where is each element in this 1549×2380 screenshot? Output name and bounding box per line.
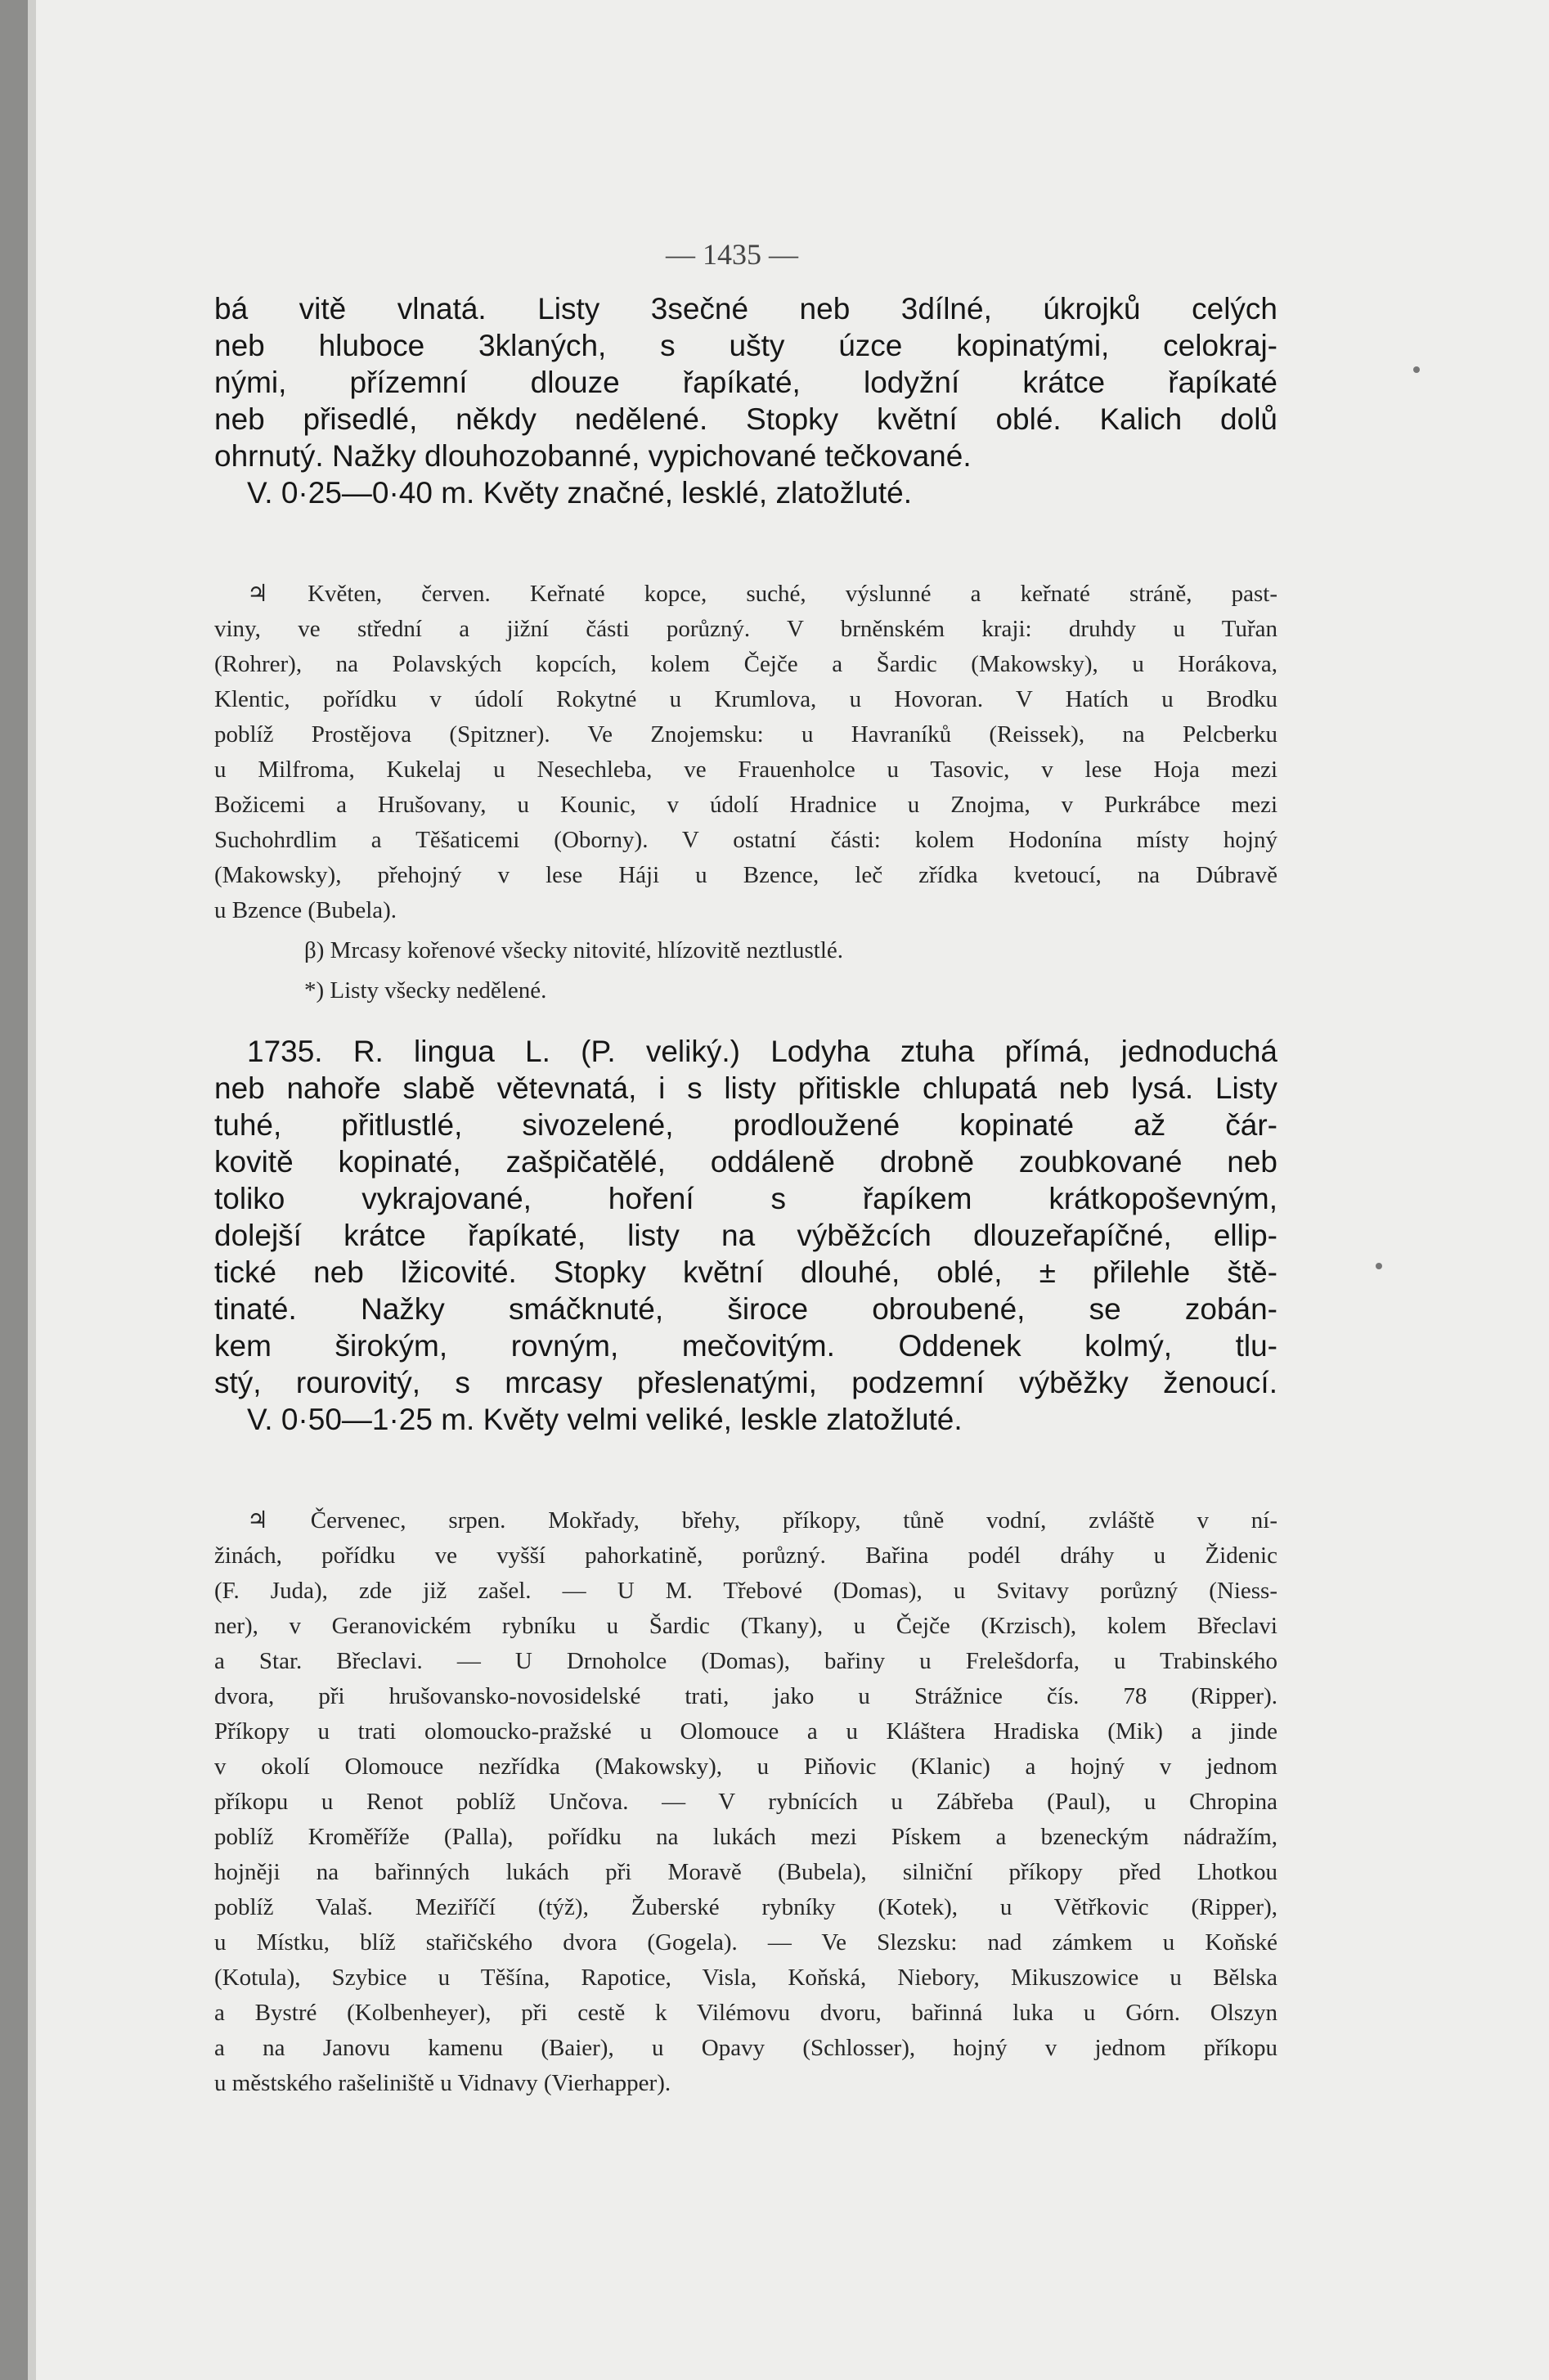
text-line: bá vitě vlnatá. Listy 3sečné neb 3dílné, úkrojků celých [214,292,1277,326]
text-line: tinaté. Nažky smáčknuté, široce obroubené, se zobán- [214,1292,1277,1326]
text-line: Suchohrdlim a Těšaticemi (Oborny). V ostatní části: kolem Hodonína místy hojný [214,827,1277,853]
text-line: u městského rašeliniště u Vidnavy (Vierhapper). [214,2070,671,2096]
text-line: (Kotula), Szybice u Těšína, Rapotice, Visla, Koňská, Niebory, Mikuszowice u Bělska [214,1965,1277,1991]
text-line: Klentic, pořídku v údolí Rokytné u Krumlova, u Hovoran. V Hatích u Brodku [214,686,1277,712]
text-line: poblíž Prostějova (Spitzner). Ve Znojemsku: u Havraníků (Reissek), na Pelcberku [214,721,1277,748]
subgroup-heading: *) Listy všecky nedělené. [304,977,547,1004]
text-line: kovitě kopinaté, zašpičatělé, oddáleně drobně zoubkované neb [214,1145,1277,1179]
locality-block-2 [214,1503,1277,2101]
text-line: neb nahoře slabě větevnatá, i s listy přitiskle chlupatá neb lysá. Listy [214,1071,1277,1105]
text-line: toliko vykrajované, hoření s řapíkem krátkopoševným, [214,1182,1277,1215]
text-line: Příkopy u trati olomoucko-pražské u Olomouce a u Kláštera Hradiska (Mik) a jinde [214,1718,1277,1745]
text-line: ♃ Červenec, srpen. Mokřady, břehy, příkopy, tůně vodní, zvláště v ní- [247,1507,1277,1534]
text-line: a na Janovu kamenu (Baier), u Opavy (Schlosser), hojný v jednom příkopu [214,2035,1277,2061]
text-line: ner), v Geranovickém rybníku u Šardic (Tkany), u Čejče (Krzisch), kolem Břeclavi [214,1613,1277,1639]
text-line: nými, přízemní dlouze řapíkaté, lodyžní krátce řapíkaté [214,366,1277,399]
page-number: — 1435 — [666,238,798,271]
text-line: a Bystré (Kolbenheyer), při cestě k Vilémovu dvoru, bařinná luka u Górn. Olszyn [214,2000,1277,2026]
text-line: u Bzence (Bubela). [214,897,397,923]
text-line: žinách, pořídku ve vyšší pahorkatině, porůzný. Bařina podél dráhy u Židenic [214,1543,1277,1569]
locality-block-1 [214,577,1277,1008]
text-line: neb přisedlé, někdy nedělené. Stopky květní oblé. Kalich dolů [214,402,1277,436]
text-line: v okolí Olomouce nezřídka (Makowsky), u Piňovic (Klanic) a hojný v jednom [214,1754,1277,1780]
text-line: (Rohrer), na Polavských kopcích, kolem Čejče a Šardic (Makowsky), u Horákova, [214,651,1277,677]
text-line: kem širokým, rovným, mečovitým. Oddenek kolmý, tlu- [214,1329,1277,1363]
species-heading-line: 1735. R. lingua L. (P. veliký.) Lodyha ztuha přímá, jednoduchá [247,1035,1277,1068]
text-line: u Místku, blíž stařičského dvora (Gogela). — Ve Slezsku: nad zámkem u Koňské [214,1929,1277,1956]
scan-speck [1376,1263,1382,1269]
text-line: u Milfroma, Kukelaj u Nesechleba, ve Frauenholce u Tasovic, v lese Hoja mezi [214,757,1277,783]
text-line: stý, rourovitý, s mrcasy přeslenatými, podzemní výběžky ženoucí. [214,1366,1277,1399]
text-line: (F. Juda), zde již zašel. — U M. Třebové (Domas), u Svitavy porůzný (Niess- [214,1578,1277,1604]
scan-dark-margin [0,0,28,2380]
text-line: poblíž Kroměříže (Palla), pořídku na lukách mezi Pískem a bzeneckým nádražím, [214,1824,1277,1850]
text-line: neb hluboce 3klaných, s ušty úzce kopinatými, celokraj- [214,329,1277,362]
text-line: Božicemi a Hrušovany, u Kounic, v údolí Hradnice u Znojma, v Purkrábce mezi [214,792,1277,818]
text-line: příkopu u Renot poblíž Unčova. — V rybnících u Zábřeba (Paul), u Chropina [214,1789,1277,1815]
text-line: tické neb lžicovité. Stopky květní dlouhé, oblé, ± přilehle ště- [214,1255,1277,1289]
text-line: (Makowsky), přehojný v lese Háji u Bzence, leč zřídka kvetoucí, na Dúbravě [214,862,1277,888]
scan-margin-edge [28,0,36,2380]
text-line: tuhé, přitlustlé, sivozelené, prodloužené kopinaté až čár- [214,1108,1277,1142]
text-line: ohrnutý. Nažky dlouhozobanné, vypichované tečkované. [214,439,972,473]
text-line: V. 0·50—1·25 m. Květy velmi veliké, leskle zlatožluté. [247,1403,963,1436]
text-line: dolejší krátce řapíkaté, listy na výběžcích dlouzeřapíčné, ellip- [214,1219,1277,1252]
text-line: ♃ Květen, červen. Keřnaté kopce, suché, výslunné a keřnaté stráně, past- [247,581,1277,607]
scan-speck [1413,366,1420,373]
text-line: hojněji na bařinných lukách při Moravě (Bubela), silniční příkopy před Lhotkou [214,1859,1277,1885]
text-line: viny, ve střední a jižní části porůzný. V brněnském kraji: druhdy u Tuřan [214,616,1277,642]
text-line: dvora, při hrušovansko-novosidelské trati, jako u Strážnice čís. 78 (Ripper). [214,1683,1277,1709]
description-block-1 [214,290,1277,511]
text-line: a Star. Břeclavi. — U Drnoholce (Domas), bařiny u Frelešdorfa, u Trabinského [214,1648,1277,1674]
species-entry-1735 [214,1033,1277,1438]
subgroup-heading: β) Mrcasy kořenové všecky nitovité, hlízovitě neztlustlé. [304,937,844,963]
text-line: poblíž Valaš. Meziříčí (týž), Žuberské rybníky (Kotek), u Větřkovic (Ripper), [214,1894,1277,1920]
text-line: V. 0·25—0·40 m. Květy značné, lesklé, zlatožluté. [247,476,913,510]
